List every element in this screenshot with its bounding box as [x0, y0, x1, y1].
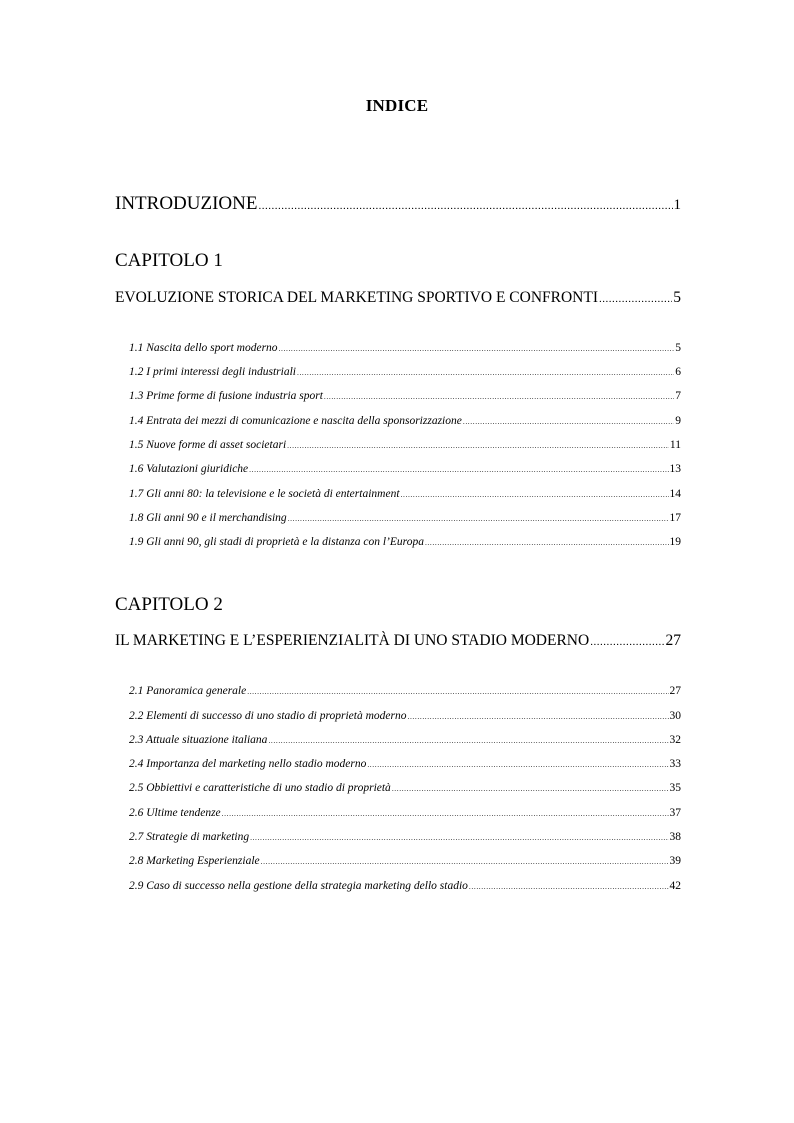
toc-entry-page: 42: [669, 880, 681, 892]
toc-entry-label: 1.1 Nascita dello sport moderno: [129, 342, 278, 354]
toc-entry-section-2-1[interactable]: [129, 685, 681, 697]
toc-entry-section-2-3[interactable]: [129, 734, 681, 746]
toc-entry-label: 2.2 Elementi di successo di uno stadio di proprietà moderno: [129, 710, 407, 722]
toc-entry-label: 2.6 Ultime tendenze: [129, 807, 221, 819]
toc-entry-section-2-6[interactable]: [129, 807, 681, 819]
toc-entry-label: 2.1 Panoramica generale: [129, 685, 247, 697]
toc-entry-label: 1.8 Gli anni 90 e il merchandising: [129, 512, 287, 524]
toc-entry-page: 5: [675, 342, 681, 354]
dot-leader: [287, 441, 669, 450]
dot-leader: [392, 784, 669, 793]
toc-entry-label: 1.7 Gli anni 80: la televisione e le società di entertainment: [129, 488, 400, 500]
toc-entry-section-2-2[interactable]: [129, 710, 681, 722]
chapter-1-heading: CAPITOLO 1: [115, 250, 223, 271]
toc-entry-label: 2.8 Marketing Esperienziale: [129, 855, 260, 867]
toc-entry-chapter-2[interactable]: [115, 632, 681, 650]
toc-entry-section-2-9[interactable]: [129, 880, 681, 892]
dot-leader: [250, 833, 668, 842]
toc-entry-page: 19: [669, 536, 681, 548]
toc-entry-page: 14: [669, 488, 681, 500]
dot-leader: [324, 392, 674, 401]
dot-leader: [599, 293, 672, 305]
dot-leader: [590, 636, 664, 648]
toc-entry-label: 1.2 I primi interessi degli industriali: [129, 366, 296, 378]
toc-entry-introduction[interactable]: [115, 193, 681, 215]
toc-entry-section-1-5[interactable]: [129, 439, 681, 451]
toc-entry-section-1-9[interactable]: [129, 536, 681, 548]
toc-entry-page: 13: [669, 463, 681, 475]
dot-leader: [268, 736, 668, 745]
toc-entry-label: IL MARKETING E L’ESPERIENZIALITÀ DI UNO STADIO MODERNO: [115, 632, 590, 649]
toc-entry-section-1-2[interactable]: [129, 366, 681, 378]
toc-entry-page: 33: [669, 758, 681, 770]
toc-entry-label: 1.3 Prime forme di fusione industria sport: [129, 390, 323, 402]
toc-entry-section-2-8[interactable]: [129, 855, 681, 867]
toc-entry-label: 2.4 Importanza del marketing nello stadio moderno: [129, 758, 367, 770]
toc-entry-section-1-7[interactable]: [129, 488, 681, 500]
dot-leader: [367, 760, 668, 769]
toc-entry-section-1-3[interactable]: [129, 390, 681, 402]
dot-leader: [297, 368, 674, 377]
toc-entry-page: 9: [675, 415, 681, 427]
toc-entry-page: 27: [665, 632, 681, 649]
dot-leader: [222, 809, 669, 818]
toc-entry-section-1-4[interactable]: [129, 415, 681, 427]
toc-entry-page: 37: [669, 807, 681, 819]
toc-entry-label: EVOLUZIONE STORICA DEL MARKETING SPORTIVO E CONFRONTI: [115, 289, 599, 306]
toc-entry-page: 32: [669, 734, 681, 746]
toc-entry-label: 1.4 Entrata dei mezzi di comunicazione e nascita della sponsorizzazione: [129, 415, 462, 427]
dot-leader: [469, 882, 669, 891]
toc-entry-section-2-7[interactable]: [129, 831, 681, 843]
toc-entry-page: 1: [673, 197, 681, 213]
toc-entry-section-1-8[interactable]: [129, 512, 681, 524]
toc-entry-page: 35: [669, 782, 681, 794]
toc-entry-section-1-6[interactable]: [129, 463, 681, 475]
toc-entry-label: 2.5 Obbiettivi e caratteristiche di uno stadio di proprietà: [129, 782, 391, 794]
toc-entry-page: 27: [669, 685, 681, 697]
dot-leader: [288, 514, 669, 523]
toc-entry-page: 38: [669, 831, 681, 843]
toc-entry-label: INTRODUZIONE: [115, 193, 258, 214]
dot-leader: [249, 465, 668, 474]
toc-entry-page: 30: [669, 710, 681, 722]
dot-leader: [401, 490, 669, 499]
dot-leader: [407, 712, 668, 721]
toc-entry-page: 5: [673, 289, 681, 306]
toc-entry-page: 17: [669, 512, 681, 524]
toc-entry-page: 6: [675, 366, 681, 378]
toc-entry-page: 11: [669, 439, 681, 451]
dot-leader: [279, 344, 675, 353]
toc-entry-section-2-4[interactable]: [129, 758, 681, 770]
dot-leader: [258, 200, 672, 212]
toc-entry-label: 2.7 Strategie di marketing: [129, 831, 250, 843]
toc-entry-label: 2.9 Caso di successo nella gestione della strategia marketing dello stadio: [129, 880, 468, 892]
toc-entry-page: 39: [669, 855, 681, 867]
chapter-2-heading: CAPITOLO 2: [115, 594, 223, 615]
dot-leader: [247, 687, 668, 696]
toc-entry-label: 1.6 Valutazioni giuridiche: [129, 463, 249, 475]
dot-leader: [425, 538, 669, 547]
toc-entry-section-1-1[interactable]: [129, 342, 681, 354]
toc-entry-label: 1.9 Gli anni 90, gli stadi di proprietà e la distanza con l’Europa: [129, 536, 424, 548]
toc-entry-label: 1.5 Nuove forme di asset societari: [129, 439, 287, 451]
toc-entry-section-2-5[interactable]: [129, 782, 681, 794]
toc-entry-chapter-1[interactable]: [115, 289, 681, 307]
page-title: INDICE: [365, 96, 429, 115]
toc-entry-page: 7: [675, 390, 681, 402]
dot-leader: [261, 857, 669, 866]
dot-leader: [463, 417, 674, 426]
toc-entry-label: 2.3 Attuale situazione italiana: [129, 734, 268, 746]
